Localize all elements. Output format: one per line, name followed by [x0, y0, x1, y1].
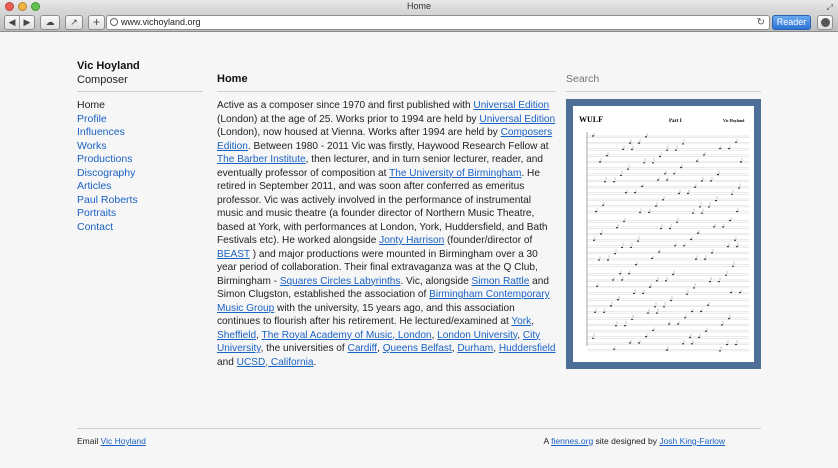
content-link[interactable]: UCSD, California: [236, 356, 314, 368]
email-link[interactable]: Vic Hoyland: [100, 436, 146, 446]
content-link[interactable]: Simon Rattle: [471, 275, 530, 287]
score-part-label: Part I: [669, 119, 682, 124]
content-link[interactable]: City University: [217, 329, 541, 354]
sidebar-item-label[interactable]: Paul Roberts: [77, 193, 138, 206]
score-heading: WULF: [579, 115, 603, 124]
content-text: . Vic, alongside: [400, 275, 472, 287]
back-forward-buttons: [4, 15, 35, 30]
sidebar-item-paul-roberts[interactable]: [77, 194, 138, 208]
content-text: (founder/director of: [444, 235, 533, 246]
score-image: [573, 106, 754, 362]
zoom-window-button[interactable]: [31, 2, 40, 11]
content-link[interactable]: Universal Edition: [473, 100, 550, 111]
content-text: (London), now housed at Vienna. Works after 1994 are held by: [217, 127, 501, 138]
sidebar-item-label[interactable]: Portraits: [77, 207, 117, 219]
content-text: ,: [517, 329, 523, 341]
web-page: [0, 33, 838, 468]
content-text: and: [217, 356, 237, 368]
content-link[interactable]: Huddersfield: [498, 343, 556, 354]
sidebar-item-label[interactable]: Productions: [77, 153, 133, 165]
sidebar-item-label[interactable]: Home: [77, 99, 106, 111]
address-text: www.vichoyland.org: [121, 17, 201, 27]
content-text: . He retired in September 2011, and was soon after conferred as emeritus professor. Vic was actively involved in the performance of instrumental music and music theatre (a founder director of Northern Music Theatre, based at York, with performances at London, York, Huddersfield, and Bath Festivals etc). He worked alongside: [217, 167, 548, 246]
icloud-tabs-button[interactable]: [40, 15, 60, 30]
content-text: ,: [256, 329, 262, 341]
content-text: , the universities of: [260, 343, 348, 354]
footer-credit-prefix: A: [543, 436, 552, 446]
minimize-window-button[interactable]: [18, 2, 27, 11]
content-text: .: [313, 356, 317, 368]
fiennes-link[interactable]: fiennes.org: [551, 436, 594, 446]
content-link[interactable]: Composers Edition: [217, 127, 553, 152]
download-icon: [821, 18, 830, 27]
address-bar[interactable]: [106, 15, 770, 30]
intro-paragraph: [217, 99, 557, 369]
sidebar-item-label[interactable]: Discography: [77, 166, 136, 179]
browser-toolbar: [0, 13, 838, 32]
main-divider: [217, 91, 556, 92]
score-page-graphic: [573, 106, 754, 362]
content-text: (London) at the age of 25. Works prior to 1994 are held by: [217, 113, 480, 125]
content-text: Active as a composer since 1970 and first published with: [217, 100, 474, 111]
designer-link[interactable]: Josh King-Farlow: [659, 436, 725, 446]
content-link[interactable]: Universal Edition: [479, 113, 556, 125]
fullscreen-icon[interactable]: ⤢: [826, 3, 833, 12]
content-link[interactable]: Birmingham Contemporary Music Group: [217, 289, 550, 314]
sidebar-item-contact[interactable]: [77, 221, 138, 235]
footer-divider: [77, 428, 761, 429]
plus-icon: +: [92, 15, 100, 29]
sidebar-item-articles[interactable]: [77, 180, 138, 194]
search-input[interactable]: [566, 73, 761, 85]
score-staves: [587, 132, 749, 352]
page-title: Home: [217, 73, 248, 85]
content-link[interactable]: The Barber Institute: [217, 154, 306, 165]
sidebar-item-label[interactable]: Profile: [77, 112, 107, 125]
content-text: and Simon Clugston, established the association of: [217, 275, 549, 300]
reader-button[interactable]: Reader: [772, 15, 811, 30]
site-name: Vic Hoyland: [77, 60, 140, 72]
sidebar-item-label[interactable]: Influences: [77, 126, 125, 138]
content-text: ,: [377, 343, 383, 354]
content-link[interactable]: The Royal Academy of Music, London: [261, 329, 432, 341]
sidebar-item-works[interactable]: [77, 140, 138, 154]
score-composer: Vic Hoyland: [723, 118, 745, 123]
content-text: ,: [431, 329, 438, 341]
cloud-icon: ☁: [45, 17, 55, 27]
sidebar-nav: [77, 99, 138, 234]
globe-icon: [110, 18, 118, 26]
content-link[interactable]: Durham: [457, 343, 494, 354]
sidebar-item-profile[interactable]: [77, 113, 138, 127]
add-bookmark-button[interactable]: [88, 15, 105, 30]
content-link[interactable]: Cardiff: [347, 343, 378, 354]
footer-credit: [544, 436, 725, 446]
share-icon: ↗: [70, 17, 78, 27]
forward-arrow-icon[interactable]: ▶: [23, 17, 31, 27]
window-title: Home: [406, 1, 431, 11]
sidebar-item-home[interactable]: [77, 99, 138, 113]
sidebar-item-label[interactable]: Articles: [77, 180, 112, 192]
content-text: with the university, 15 years ago, and this association continues to flourish after his retirement. He lectured/examined at: [217, 302, 515, 327]
content-text: . Between 1980 - 2011 Vic was firstly, Haywood Research Fellow at: [247, 140, 549, 152]
content-text: ,: [493, 343, 499, 354]
content-link[interactable]: Queens Belfast: [382, 343, 452, 354]
sidebar-divider: [77, 91, 203, 92]
sidebar-item-portraits[interactable]: [77, 207, 138, 221]
content-link[interactable]: BEAST: [217, 248, 250, 260]
back-arrow-icon[interactable]: ◀: [5, 16, 20, 29]
reload-icon[interactable]: ↻: [756, 17, 765, 28]
content-text: ,: [451, 343, 458, 354]
score-image-frame: [566, 99, 761, 369]
sidebar-item-discography[interactable]: [77, 167, 138, 181]
downloads-button[interactable]: [817, 15, 833, 30]
footer-email: [77, 436, 146, 446]
content-link[interactable]: The University of Birmingham: [389, 167, 522, 179]
site-subtitle: Composer: [77, 74, 128, 86]
content-link[interactable]: York: [511, 316, 532, 327]
window-controls: [5, 2, 40, 11]
footer-credit-middle: site designed by: [593, 436, 660, 446]
content-text: ) and major productions were mounted in Birmingham over a 30 year period of collaboration. Their final extravaganza was at the Q Club, Birmingham -: [217, 248, 538, 287]
close-window-button[interactable]: [5, 2, 14, 11]
window-titlebar: [0, 0, 838, 13]
sidebar-item-productions[interactable]: [77, 153, 138, 167]
share-button[interactable]: [65, 15, 83, 30]
content-text: , then lecturer, and in turn senior lecturer, reader, and eventually professor of composition at: [217, 154, 544, 179]
sidebar-item-influences[interactable]: [77, 126, 138, 140]
content-link[interactable]: Jonty Harrison: [379, 235, 445, 246]
search-divider: [566, 91, 761, 92]
content-text: ,: [531, 316, 535, 327]
content-link[interactable]: Sheffield: [217, 329, 257, 341]
sidebar-item-label[interactable]: Works: [77, 139, 107, 152]
content-link[interactable]: London University: [437, 329, 518, 341]
content-link[interactable]: Squares Circles Labyrinths: [279, 275, 401, 287]
footer-email-prefix: Email: [77, 436, 101, 446]
sidebar-item-label[interactable]: Contact: [77, 220, 114, 233]
